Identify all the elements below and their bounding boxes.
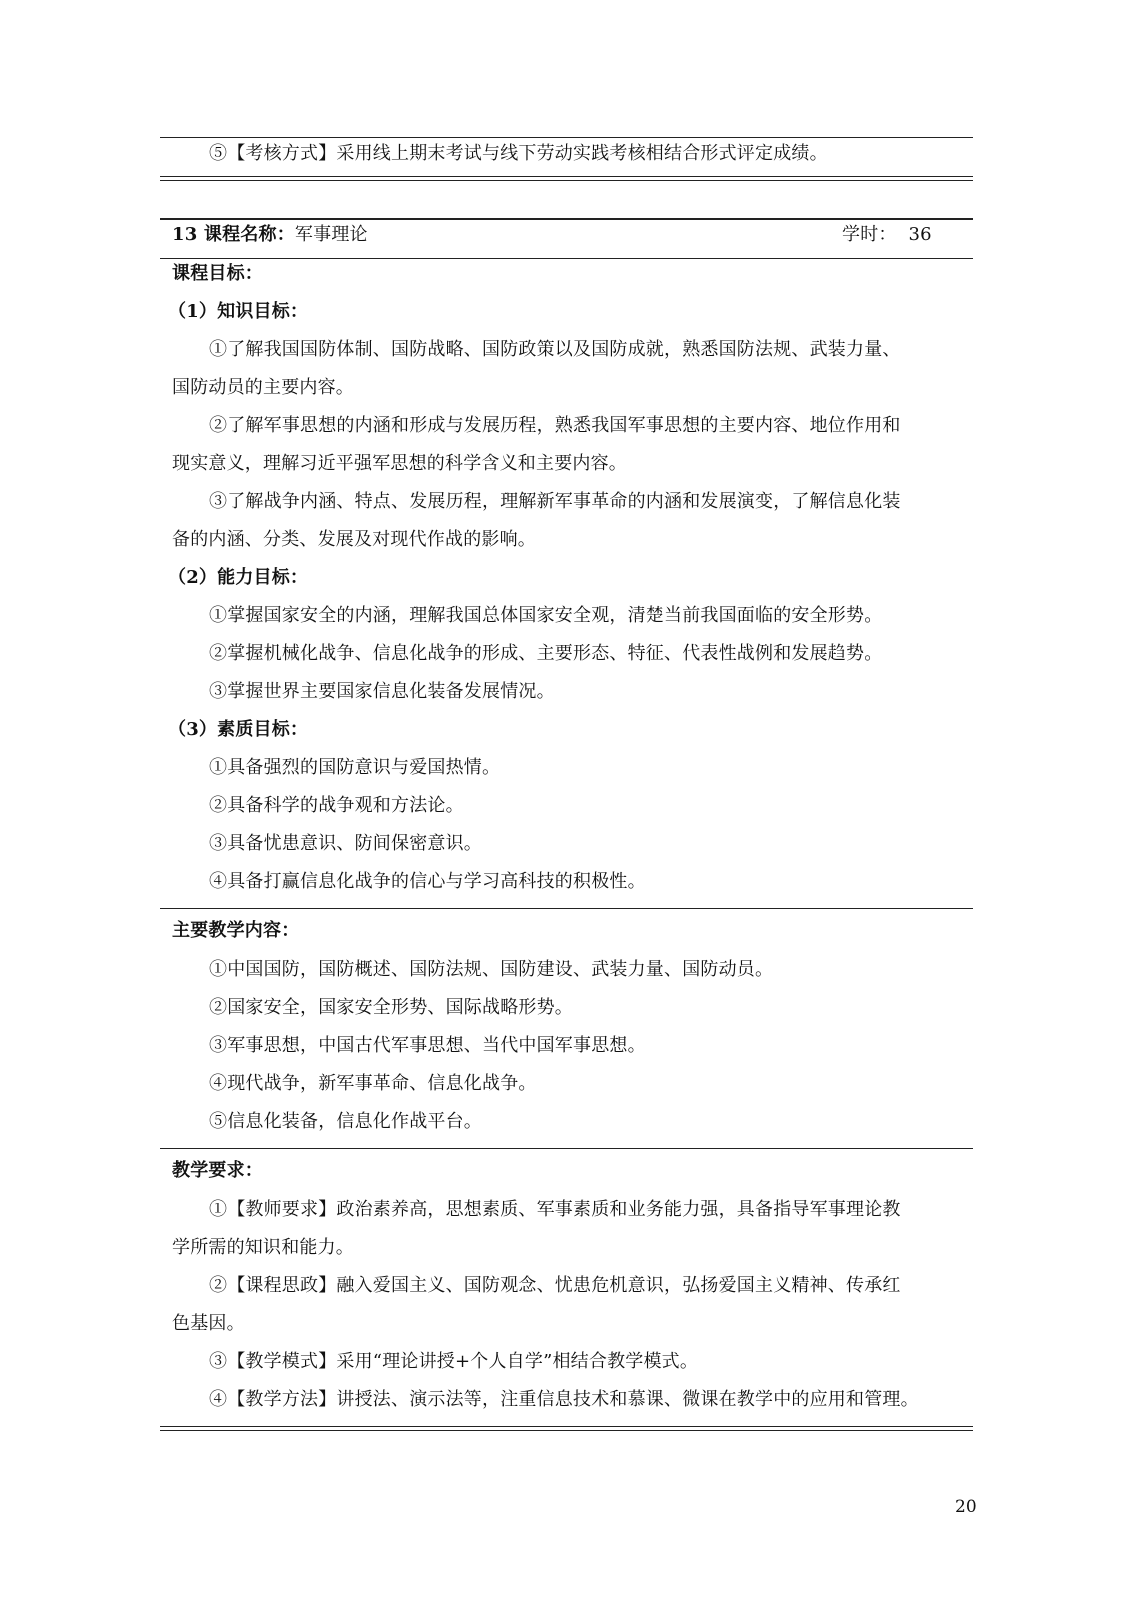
objectives-bottom-rule bbox=[160, 908, 973, 909]
knowledge-line: ②了解军事思想的内涵和形成与发展历程，熟悉我国军事思想的主要内容、地位作用和 bbox=[209, 415, 901, 436]
ability-line: ①掌握国家安全的内涵，理解我国总体国家安全观，清楚当前我国面临的安全形势。 bbox=[209, 605, 883, 626]
section-rule bbox=[160, 180, 973, 181]
course-name: 军事理论 bbox=[294, 224, 368, 245]
table-bottom-rule bbox=[160, 1426, 973, 1427]
objectives-heading: 课程目标： bbox=[172, 263, 263, 284]
ability-line: ②掌握机械化战争、信息化战争的形成、主要形态、特征、代表性战例和发展趋势。 bbox=[209, 643, 883, 664]
requirements-line: ②【课程思政】融入爱国主义、国防观念、忧患危机意识，弘扬爱国主义精神、传承红 bbox=[209, 1275, 901, 1296]
top-rule bbox=[160, 137, 973, 138]
knowledge-heading: （1）知识目标： bbox=[168, 301, 309, 322]
assessment-line: ⑤【考核方式】采用线上期末考试与线下劳动实践考核相结合形式评定成绩。 bbox=[209, 143, 828, 164]
table-bottom-rule bbox=[160, 1430, 973, 1431]
quality-line: ①具备强烈的国防意识与爱国热情。 bbox=[209, 757, 501, 778]
quality-line: ④具备打赢信息化战争的信心与学习高科技的积极性。 bbox=[209, 871, 646, 892]
requirements-heading: 教学要求： bbox=[172, 1160, 263, 1181]
content-line: ⑤信息化装备，信息化作战平台。 bbox=[209, 1111, 482, 1132]
course-title-row bbox=[172, 224, 368, 246]
content-line: ①中国国防，国防概述、国防法规、国防建设、武装力量、国防动员。 bbox=[209, 959, 774, 980]
knowledge-line: 国防动员的主要内容。 bbox=[172, 377, 354, 398]
course-header-rule bbox=[160, 218, 973, 220]
course-hours bbox=[842, 224, 932, 246]
requirements-line: 学所需的知识和能力。 bbox=[172, 1237, 354, 1258]
content-line: ②国家安全，国家安全形势、国际战略形势。 bbox=[209, 997, 573, 1018]
requirements-line: ①【教师要求】政治素养高，思想素质、军事素质和业务能力强，具备指导军事理论教 bbox=[209, 1199, 901, 1220]
content-line: ④现代战争，新军事革命、信息化战争。 bbox=[209, 1073, 537, 1094]
ability-line: ③掌握世界主要国家信息化装备发展情况。 bbox=[209, 681, 555, 702]
knowledge-line: ③了解战争内涵、特点、发展历程，理解新军事革命的内涵和发展演变，了解信息化装 bbox=[209, 491, 901, 512]
hours-value: 36 bbox=[908, 224, 932, 245]
quality-heading: （3）素质目标： bbox=[168, 719, 309, 740]
page-number: 20 bbox=[955, 1497, 977, 1517]
quality-line: ③具备忧患意识、防间保密意识。 bbox=[209, 833, 482, 854]
course-number-label: 13 课程名称： bbox=[172, 224, 295, 245]
requirements-line: ④【教学方法】讲授法、演示法等，注重信息技术和慕课、微课在教学中的应用和管理。 bbox=[209, 1389, 919, 1410]
content-line: ③军事思想，中国古代军事思想、当代中国军事思想。 bbox=[209, 1035, 646, 1056]
knowledge-line: 现实意义，理解习近平强军思想的科学含义和主要内容。 bbox=[172, 453, 627, 474]
quality-line: ②具备科学的战争观和方法论。 bbox=[209, 795, 464, 816]
knowledge-line: ①了解我国国防体制、国防战略、国防政策以及国防成就，熟悉国防法规、武装力量、 bbox=[209, 339, 901, 360]
content-bottom-rule bbox=[160, 1148, 973, 1149]
ability-heading: （2）能力目标： bbox=[168, 567, 309, 588]
hours-label: 学时： bbox=[842, 224, 897, 245]
content-heading: 主要教学内容： bbox=[172, 920, 300, 941]
requirements-line: ③【教学模式】采用“理论讲授+个人自学”相结合教学模式。 bbox=[209, 1351, 699, 1372]
section-rule bbox=[160, 176, 973, 177]
knowledge-line: 备的内涵、分类、发展及对现代作战的影响。 bbox=[172, 529, 536, 550]
course-header-bottom-rule bbox=[160, 258, 973, 259]
requirements-line: 色基因。 bbox=[172, 1313, 245, 1334]
